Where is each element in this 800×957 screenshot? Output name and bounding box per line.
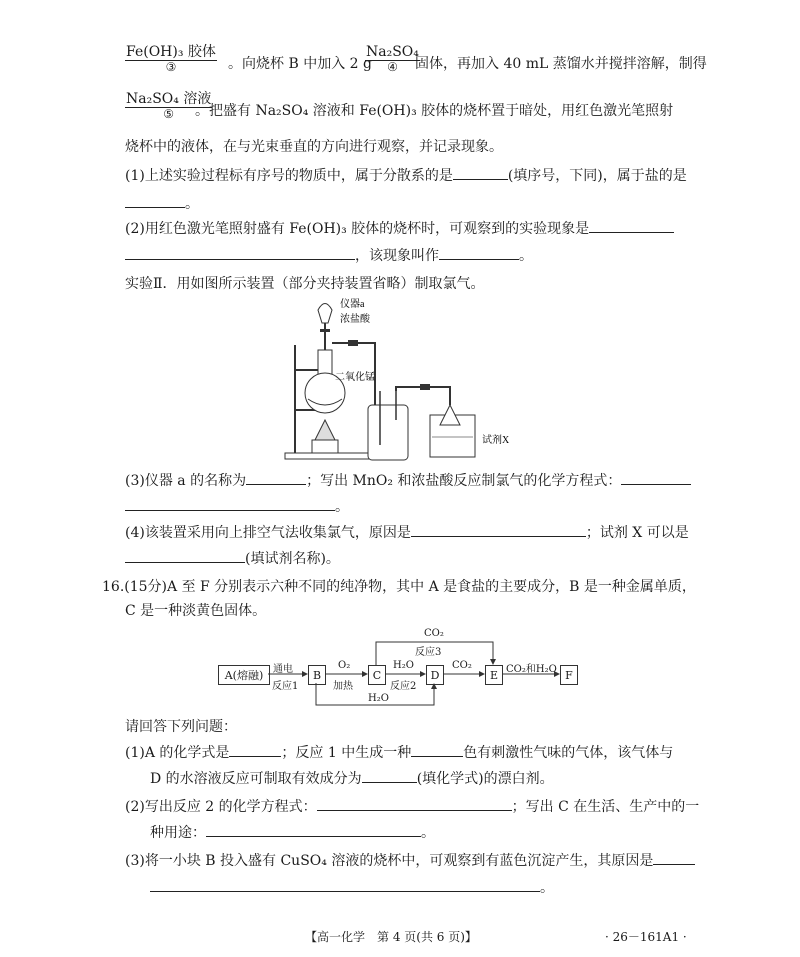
sub-question-2: (2)写出反应 2 的化学方程式： ；写出 C 在生活、生产中的一 — [125, 796, 699, 816]
answer-blank[interactable] — [439, 245, 519, 260]
label-o2: O₂ — [338, 660, 351, 671]
node-E: E — [485, 665, 503, 685]
question-4-cont: (填试剂名称)。 — [125, 548, 340, 568]
na2so4-solution-label: Na₂SO₄ 溶液 ⑤ — [126, 91, 212, 122]
question-16-intro-2: C 是一种淡黄色固体。 — [125, 603, 267, 619]
label-heat: 加热 — [333, 681, 353, 692]
answer-blank[interactable] — [206, 822, 421, 837]
line1-text-b: 固体，再加入 40 mL 蒸馏水并搅拌溶解，制得 — [415, 56, 707, 72]
sub-question-2-cont: 种用途： 。 — [150, 822, 435, 842]
question-1-cont: 。 — [125, 193, 199, 213]
line2-text: 。把盛有 Na₂SO₄ 溶液和 Fe(OH)₃ 胶体的烧杯置于暗处，用红色激光笔照射 — [195, 103, 674, 119]
experiment-2-title: 实验Ⅱ．用如图所示装置（部分夹持装置省略）制取氯气。 — [125, 276, 485, 292]
answer-blank[interactable] — [150, 877, 540, 892]
line1-text-a: 。向烧杯 B 中加入 2 g — [228, 56, 372, 72]
question-2-cont: ，该现象叫作 。 — [125, 245, 533, 265]
question-3-cont: 。 — [125, 496, 349, 516]
question-2: (2)用红色激光笔照射盛有 Fe(OH)₃ 胶体的烧杯时，可观察到的实验现象是 — [125, 218, 674, 238]
node-F: F — [560, 665, 578, 685]
question-16-intro: 16.(15分)A 至 F 分别表示六种不同的纯净物，其中 A 是食盐的主要成分，B 是一种金属单质， — [102, 579, 696, 595]
node-B: B — [308, 665, 326, 685]
label-co2-h2o: CO₂和H₂O — [506, 664, 557, 675]
page-footer: 【高一化学 第 4 页(共 6 页)】 — [305, 930, 477, 944]
answer-blank[interactable] — [125, 193, 185, 208]
answer-blank[interactable] — [125, 496, 335, 511]
fe-oh3-label: Fe(OH)₃ 胶体 ③ — [126, 44, 216, 75]
answer-blank[interactable] — [317, 796, 512, 811]
sub-question-3-cont: 。 — [150, 877, 554, 897]
node-A: A(熔融) — [218, 665, 270, 685]
answer-instructions: 请回答下列问题： — [125, 719, 237, 735]
svg-text:浓盐酸: 浓盐酸 — [340, 314, 370, 325]
answer-blank[interactable] — [621, 470, 691, 485]
answer-blank[interactable] — [453, 165, 508, 180]
answer-blank[interactable] — [653, 850, 695, 865]
line3-text: 烧杯中的液体，在与光束垂直的方向进行观察，并记录现象。 — [125, 139, 503, 155]
label-bottom-h2o: H₂O — [368, 693, 389, 704]
svg-text:仪器a: 仪器a — [340, 299, 365, 310]
label-h2o: H₂O — [393, 660, 414, 671]
answer-blank[interactable] — [362, 768, 417, 783]
page-code: · 26－161A1 · — [605, 930, 687, 944]
svg-text:二氧化锰: 二氧化锰 — [335, 372, 375, 383]
label-electrolysis: 通电 — [273, 664, 293, 675]
sub-question-3: (3)将一小块 B 投入盛有 CuSO₄ 溶液的烧杯中，可观察到有蓝色沉淀产生，其原因是 — [125, 850, 695, 870]
question-4: (4)该装置采用向上排空气法收集氯气，原因是 ；试剂 X 可以是 — [125, 522, 689, 542]
answer-blank[interactable] — [589, 218, 674, 233]
answer-blank[interactable] — [411, 742, 463, 757]
answer-blank[interactable] — [229, 742, 281, 757]
label-reaction-2: 反应2 — [390, 681, 417, 692]
answer-blank[interactable] — [246, 470, 306, 485]
answer-blank[interactable] — [125, 548, 245, 563]
question-3: (3)仪器 a 的名称为 ；写出 MnO₂ 和浓盐酸反应制氯气的化学方程式： — [125, 470, 691, 490]
node-D: D — [426, 665, 444, 685]
sub-question-1-cont: D 的水溶液反应可制取有效成分为 (填化学式)的漂白剂。 — [150, 768, 554, 788]
answer-blank[interactable] — [125, 245, 355, 260]
question-1: (1)上述实验过程标有序号的物质中，属于分散系的是 (填序号，下同)，属于盐的是 — [125, 165, 687, 185]
label-reaction-1: 反应1 — [272, 681, 299, 692]
chlorine-apparatus-diagram — [280, 295, 540, 465]
label-reaction-3: 反应3 — [415, 647, 442, 658]
label-top-co2: CO₂ — [424, 628, 444, 639]
svg-text:试剂X: 试剂X — [482, 435, 510, 446]
sub-question-1: (1)A 的化学式是 ；反应 1 中生成一种 色有刺激性气味的气体，该气体与 — [125, 742, 673, 762]
label-co2: CO₂ — [452, 660, 472, 671]
na2so4-label: Na₂SO₄ ④ — [366, 44, 419, 75]
node-C: C — [368, 665, 386, 685]
answer-blank[interactable] — [411, 522, 586, 537]
